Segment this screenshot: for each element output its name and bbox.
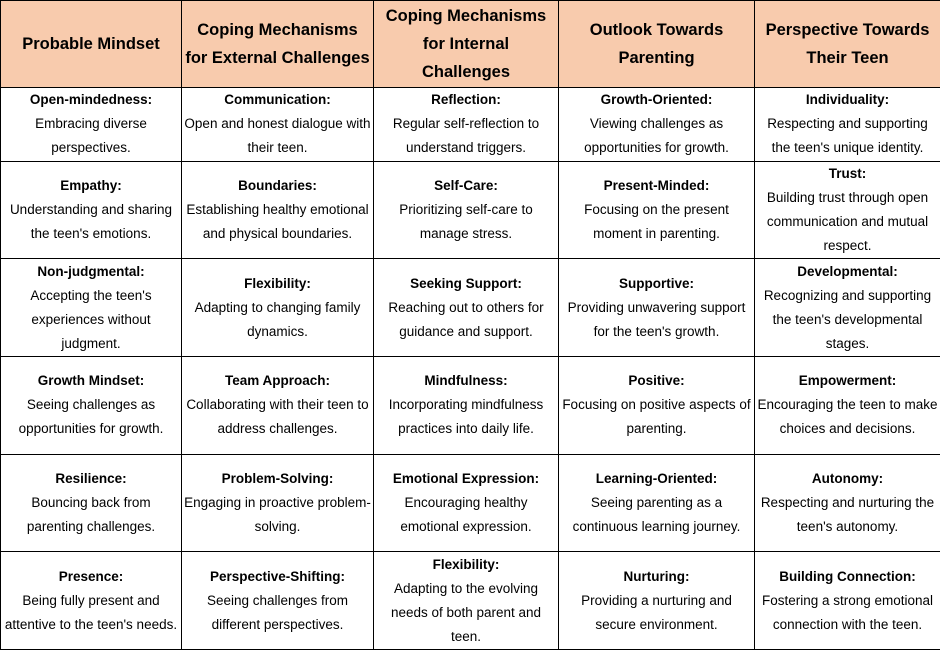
cell-description: Viewing challenges as opportunities for growth.	[584, 116, 729, 156]
cell-description: Prioritizing self-care to manage stress.	[399, 201, 533, 241]
cell-description: Building trust through open communication and mutual respect.	[766, 189, 929, 253]
cell-title: Team Approach:	[224, 373, 330, 389]
table-row	[1, 161, 940, 259]
cell-description: Reaching out to others for guidance and support.	[388, 299, 544, 339]
cell-title: Growth Mindset:	[37, 373, 145, 389]
table-cell	[755, 454, 940, 552]
table-cell	[559, 161, 755, 259]
table-cell	[755, 259, 940, 357]
table-row	[1, 88, 940, 162]
cell-title: Presence:	[58, 568, 124, 584]
header-probable-mindset: Probable Mindset	[1, 1, 182, 88]
table-row	[1, 552, 940, 650]
cell-description: Accepting the teen's experiences without judgment.	[30, 287, 152, 351]
cell-description: Engaging in proactive problem-solving.	[184, 494, 371, 534]
cell-description: Seeing parenting as a continuous learning journey.	[572, 494, 741, 534]
cell-title: Boundaries:	[238, 177, 317, 193]
table-cell	[1, 88, 182, 162]
cell-title: Non-judgmental:	[37, 263, 145, 279]
table-cell	[1, 259, 182, 357]
cell-description: Providing unwavering support for the teen's growth.	[567, 299, 746, 339]
cell-description: Incorporating mindfulness practices into daily life.	[388, 397, 544, 437]
table-cell	[559, 88, 755, 162]
table-cell	[755, 88, 940, 162]
cell-title: Perspective-Shifting:	[209, 568, 346, 584]
cell-description: Fostering a strong emotional connection with the teen.	[761, 592, 934, 632]
table-cell	[559, 356, 755, 454]
table-row	[1, 259, 940, 357]
cell-description: Adapting to changing family dynamics.	[194, 299, 361, 339]
table-cell	[559, 552, 755, 650]
table-cell	[755, 552, 940, 650]
header-outlook-parenting: Outlook Towards Parenting	[559, 1, 755, 88]
table-cell	[374, 88, 559, 162]
cell-description: Respecting and nurturing the teen's autonomy.	[760, 494, 935, 534]
cell-description: Embracing diverse perspectives.	[35, 116, 147, 156]
table-row	[1, 454, 940, 552]
cell-description: Establishing healthy emotional and physical boundaries.	[186, 201, 369, 241]
cell-description: Focusing on the present moment in parenting.	[584, 201, 729, 241]
cell-title: Seeking Support:	[410, 275, 522, 291]
cell-description: Understanding and sharing the teen's emotions.	[9, 201, 173, 241]
table-cell	[1, 161, 182, 259]
table-cell	[559, 454, 755, 552]
cell-title: Mindfulness:	[424, 373, 508, 389]
table-cell	[755, 356, 940, 454]
table-cell	[1, 552, 182, 650]
cell-description: Regular self-reflection to understand triggers.	[392, 116, 540, 156]
cell-description: Encouraging healthy emotional expression.	[400, 494, 532, 534]
cell-title: Communication:	[224, 92, 331, 108]
cell-description: Seeing challenges as opportunities for growth.	[18, 397, 164, 437]
cell-title: Flexibility:	[244, 275, 311, 291]
cell-title: Trust:	[828, 165, 867, 181]
table-cell	[374, 454, 559, 552]
cell-description: Adapting to the evolving needs of both parent and teen.	[390, 580, 542, 644]
cell-title: Developmental:	[797, 263, 898, 279]
cell-title: Nurturing:	[623, 568, 690, 584]
cell-title: Resilience:	[55, 470, 127, 486]
cell-description: Open and honest dialogue with their teen.	[184, 116, 371, 156]
table-cell	[182, 161, 374, 259]
cell-title: Self-Care:	[434, 177, 498, 193]
cell-title: Learning-Oriented:	[595, 470, 718, 486]
cell-description: Focusing on positive aspects of parenting.	[562, 397, 751, 437]
cell-description: Bouncing back from parenting challenges.	[26, 494, 156, 534]
cell-title: Autonomy:	[811, 470, 884, 486]
cell-title: Empowerment:	[798, 373, 897, 389]
table-cell	[374, 552, 559, 650]
cell-title: Flexibility:	[432, 556, 500, 572]
cell-description: Collaborating with their teen to address challenges.	[186, 397, 369, 437]
table-cell	[755, 161, 940, 259]
table-cell	[182, 259, 374, 357]
cell-description: Respecting and supporting the teen's unique identity.	[767, 116, 928, 156]
table-cell	[1, 356, 182, 454]
cell-title: Present-Minded:	[603, 177, 710, 193]
table-cell	[374, 356, 559, 454]
cell-title: Open-mindedness:	[29, 92, 153, 108]
cell-title: Supportive:	[618, 275, 694, 291]
cell-title: Emotional Expression:	[392, 470, 540, 486]
cell-description: Encouraging the teen to make choices and decisions.	[757, 397, 938, 437]
table-cell	[1, 454, 182, 552]
cell-title: Empathy:	[60, 177, 122, 193]
header-row	[1, 1, 940, 88]
table-cell	[374, 161, 559, 259]
cell-description: Seeing challenges from different perspectives.	[206, 592, 349, 632]
cell-description: Recognizing and supporting the teen's developmental stages.	[763, 287, 932, 351]
table-cell	[182, 356, 374, 454]
table-cell	[374, 259, 559, 357]
cell-title: Building Connection:	[779, 568, 916, 584]
cell-description: Being fully present and attentive to the teen's needs.	[4, 592, 178, 632]
cell-description: Providing a nurturing and secure environment.	[581, 592, 732, 632]
header-internal-coping: Coping Mechanisms for Internal Challenges	[374, 1, 559, 88]
header-external-coping: Coping Mechanisms for External Challenges	[182, 1, 374, 88]
cell-title: Problem-Solving:	[221, 470, 334, 486]
header-perspective-teen: Perspective Towards Their Teen	[755, 1, 940, 88]
cell-title: Individuality:	[805, 92, 890, 108]
table-cell	[182, 552, 374, 650]
table-cell	[559, 259, 755, 357]
table-row	[1, 356, 940, 454]
cell-title: Growth-Oriented:	[600, 92, 713, 108]
table-cell	[182, 88, 374, 162]
cell-title: Reflection:	[431, 92, 501, 108]
cell-title: Positive:	[628, 373, 685, 389]
table-cell	[182, 454, 374, 552]
